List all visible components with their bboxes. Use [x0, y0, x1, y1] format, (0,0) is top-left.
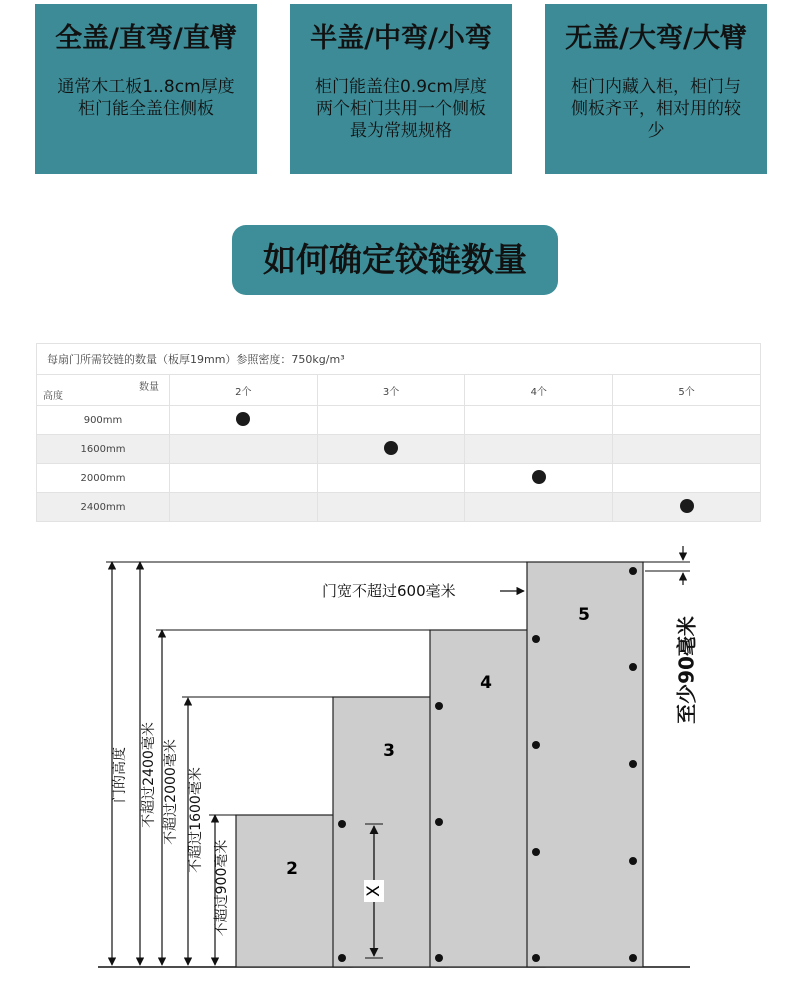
hinge-dot	[629, 954, 637, 962]
card-title: 无盖/大弯/大臂	[565, 23, 747, 54]
hinge-dot	[629, 760, 637, 768]
hinge-dot	[532, 635, 540, 643]
panel-label-5: 5	[578, 605, 590, 625]
card-full-overlay	[35, 4, 257, 174]
height-label-door: 门的高度	[112, 747, 128, 803]
row-axis-label: 高度	[43, 391, 63, 402]
hinge-dot	[435, 702, 443, 710]
section-title: 如何确定铰链数量	[232, 225, 558, 295]
hinge-count-table	[36, 343, 761, 522]
x-dimension-label: X	[364, 885, 384, 897]
hinge-count-marker	[532, 470, 546, 484]
hinge-dot	[532, 848, 540, 856]
column-header: 5个	[613, 375, 761, 406]
hinge-count-marker	[384, 441, 398, 455]
table-cell	[465, 435, 613, 464]
table-cell	[613, 464, 761, 493]
table-cell	[317, 464, 465, 493]
table-cell	[170, 464, 318, 493]
height-label-2400: 不超过2400毫米	[141, 722, 157, 828]
row-height-label: 900mm	[37, 406, 170, 435]
hinge-dot	[532, 741, 540, 749]
hinge-dot	[338, 820, 346, 828]
card-half-overlay	[290, 4, 512, 174]
card-description: 柜门能盖住0.9cm厚度 两个柜门共用一个侧板 最为常规规格	[315, 77, 487, 141]
hinge-count-marker	[680, 499, 694, 513]
height-label-900: 不超过900毫米	[214, 839, 230, 937]
table-cell	[613, 493, 761, 522]
hinge-count-marker	[236, 412, 250, 426]
card-title: 半盖/中弯/小弯	[310, 23, 492, 54]
panel-label-3: 3	[383, 741, 395, 761]
panel-label-2: 2	[286, 859, 298, 879]
hinge-dot	[435, 818, 443, 826]
height-label-2000: 不超过2000毫米	[163, 739, 179, 845]
table-row	[37, 435, 761, 464]
table-cell	[170, 435, 318, 464]
table-row	[37, 406, 761, 435]
card-title: 全盖/直弯/直臂	[55, 23, 237, 54]
hinge-dot	[338, 954, 346, 962]
height-label-1600: 不超过1600毫米	[188, 767, 204, 873]
table-cell	[317, 435, 465, 464]
card-description: 通常木工板1..8cm厚度 柜门能全盖住侧板	[57, 77, 235, 119]
column-axis-label: 数量	[139, 382, 159, 393]
table-cell	[613, 406, 761, 435]
hinge-placement-diagram	[0, 530, 790, 980]
card-inset	[545, 4, 767, 174]
table-cell	[465, 464, 613, 493]
table-corner-cell	[37, 375, 170, 406]
table-cell	[465, 493, 613, 522]
table-cell	[317, 406, 465, 435]
row-height-label: 1600mm	[37, 435, 170, 464]
hinge-dot	[629, 567, 637, 575]
column-header: 2个	[170, 375, 318, 406]
row-height-label: 2400mm	[37, 493, 170, 522]
panel-label-4: 4	[480, 673, 492, 693]
table-cell	[317, 493, 465, 522]
column-header: 3个	[317, 375, 465, 406]
table-cell	[170, 406, 318, 435]
door-width-note: 门宽不超过600毫米	[322, 582, 456, 600]
edge-distance-note: 至少90毫米	[674, 616, 699, 724]
table-caption: 每扇门所需铰链的数量（板厚19mm）参照密度：750kg/m³	[37, 344, 761, 375]
table-cell	[465, 406, 613, 435]
table-row	[37, 493, 761, 522]
table-cell	[170, 493, 318, 522]
card-description: 柜门内藏入柜，柜门与 侧板齐平，相对用的较 少	[571, 77, 741, 141]
hinge-dot	[629, 857, 637, 865]
hinge-dot	[435, 954, 443, 962]
hinge-dot	[532, 954, 540, 962]
hinge-dot	[629, 663, 637, 671]
table-row	[37, 464, 761, 493]
table-cell	[613, 435, 761, 464]
row-height-label: 2000mm	[37, 464, 170, 493]
column-header: 4个	[465, 375, 613, 406]
